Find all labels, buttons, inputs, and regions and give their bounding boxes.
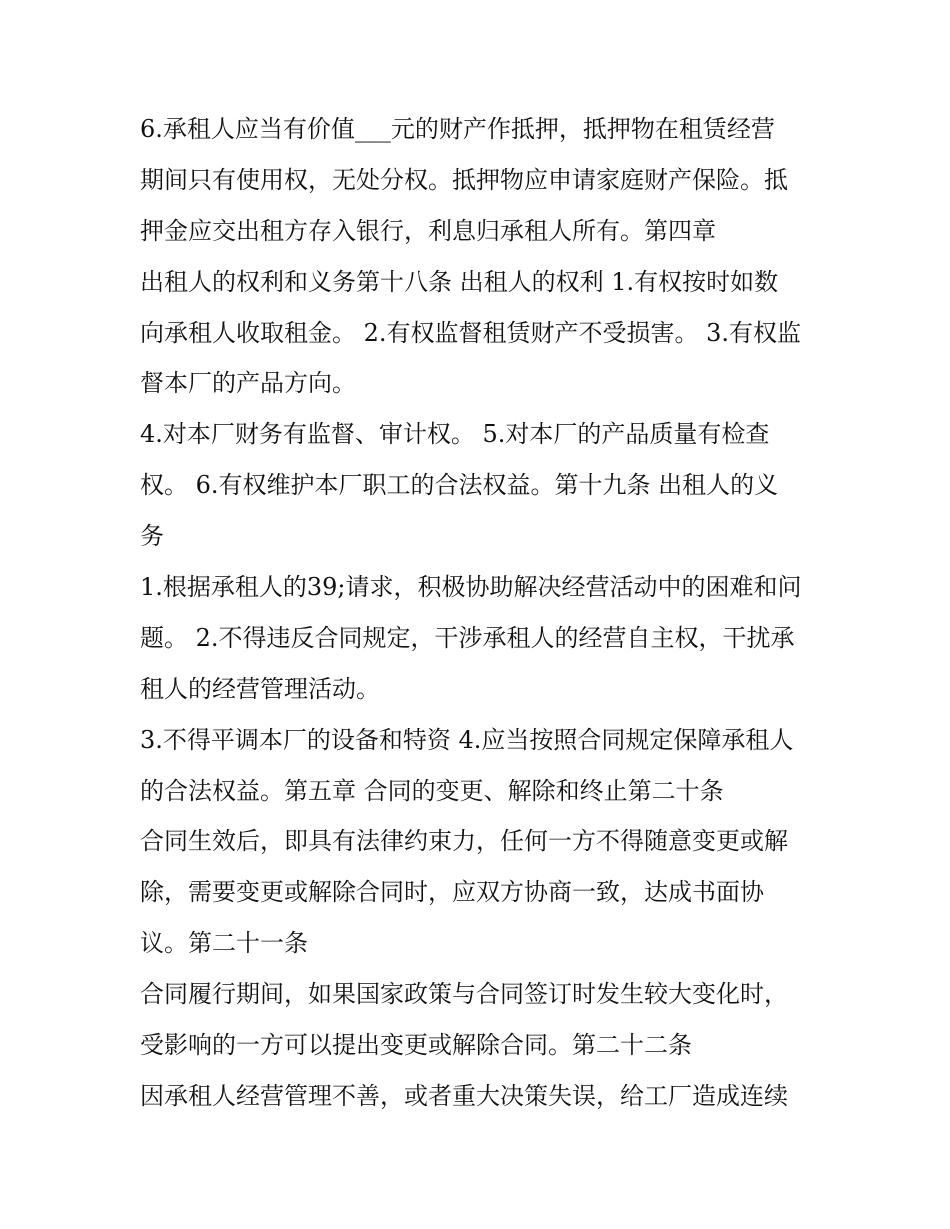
document-body [140,104,830,1122]
text-line: 受影响的一方可以提出变更或解除合同。第二十二条 [140,1031,692,1060]
text-line: 合同履行期间，如果国家政策与合同签订时发生较大变化时， [140,980,788,1009]
text-line: 权。 6.有权维护本厂职工的合法权益。第十九条 出租人的义 [140,471,779,500]
text-line: 4.对本厂财务有监督、审计权。 5.对本厂的产品质量有检查 [140,420,770,449]
text-line: 除，需要变更或解除合同时，应双方协商一致，达成书面协 [140,878,764,907]
text-line: 合同生效后，即具有法律约束力，任何一方不得随意变更或解 [140,827,788,856]
text-line: 务 [140,522,164,551]
text-line: 出租人的权利和义务第十八条 出租人的权利 1.有权按时如数 [140,267,779,296]
text-line: 1.根据承租人的39;请求，积极协助解决经营活动中的困难和问 [140,573,802,602]
text-line: 议。第二十一条 [140,929,308,958]
text-line: 6.承租人应当有价值___元的财产作抵押，抵押物在租赁经营 [140,115,775,143]
text-line: 押金应交出租方存入银行，利息归承租人所有。第四章 [140,216,716,245]
text-line: 期间只有使用权，无处分权。抵押物应申请家庭财产保险。抵 [140,165,788,194]
text-line: 督本厂的产品方向。 [140,369,356,398]
text-line: 向承租人收取租金。 2.有权监督租赁财产不受损害。 3.有权监 [140,318,802,347]
text-line: 租人的经营管理活动。 [140,674,380,703]
text-line: 题。 2.不得违反合同规定，干涉承租人的经营自主权，干扰承 [140,623,795,652]
text-line: 因承租人经营管理不善，或者重大决策失误，给工厂造成连续 [140,1081,788,1110]
text-line: 的合法权益。第五章 合同的变更、解除和终止第二十条 [140,776,724,805]
text-line: 3.不得平调本厂的设备和特资 4.应当按照合同规定保障承租人 [140,725,794,754]
